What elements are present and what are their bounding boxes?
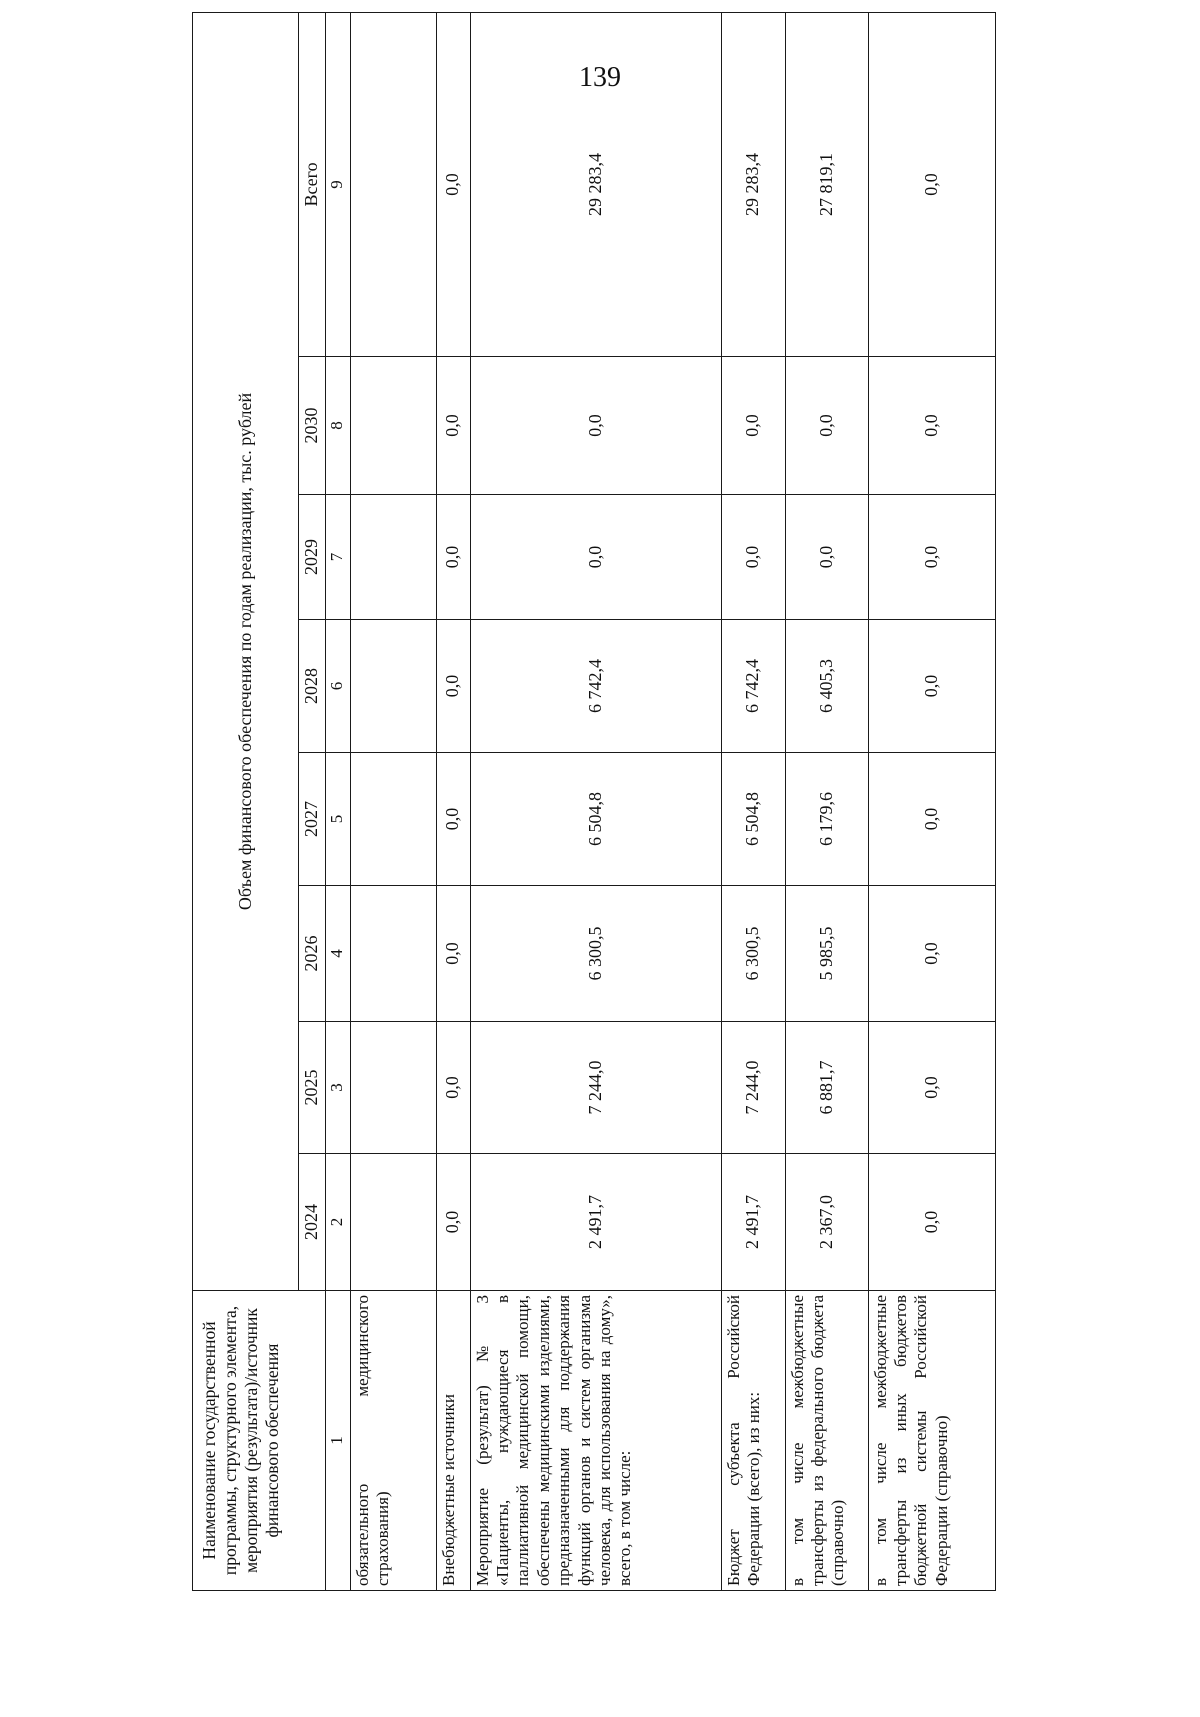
row-value: 6 179,6 [785, 753, 868, 886]
row-value: 0,0 [436, 495, 470, 620]
row-value: 0,0 [721, 495, 785, 620]
column-number: 5 [325, 753, 350, 886]
row-value: 2 367,0 [785, 1154, 868, 1291]
row-value: 6 300,5 [721, 886, 785, 1022]
row-value: 0,0 [470, 495, 721, 620]
row-value: 0,0 [868, 753, 995, 886]
row-value: 0,0 [436, 357, 470, 495]
column-number: 7 [325, 495, 350, 620]
row-value [350, 886, 436, 1022]
table-row [436, 12, 470, 1590]
table-row [350, 12, 436, 1590]
header-year: 2026 [299, 886, 326, 1022]
row-value: 7 244,0 [470, 1022, 721, 1154]
row-value: 0,0 [868, 1154, 995, 1291]
row-value: 6 881,7 [785, 1022, 868, 1154]
row-value [350, 357, 436, 495]
financing-table [192, 12, 996, 1591]
row-value: 0,0 [470, 357, 721, 495]
row-value: 0,0 [868, 620, 995, 753]
row-name: обязательного медицинского страхования) [350, 1291, 436, 1591]
row-name: в том числе межбюджетные трансферты из федерального бюджета (справочно) [785, 1291, 868, 1591]
header-year: 2028 [299, 620, 326, 753]
row-name: Бюджет субъекта Российской Федерации (всего), из них: [721, 1291, 785, 1591]
header-year: 2027 [299, 753, 326, 886]
row-value: 0,0 [436, 12, 470, 356]
row-value: 6 405,3 [785, 620, 868, 753]
page-number: 139 [579, 62, 621, 93]
header-year: 2024 [299, 1154, 326, 1291]
table-row [721, 12, 785, 1590]
header-financing-group: Объем финансового обеспечения по годам реализации, тыс. рублей [193, 12, 299, 1290]
row-value: 7 244,0 [721, 1022, 785, 1154]
column-number: 8 [325, 357, 350, 495]
row-value: 2 491,7 [470, 1154, 721, 1291]
row-value: 0,0 [868, 1022, 995, 1154]
row-value: 5 985,5 [785, 886, 868, 1022]
row-value [350, 1022, 436, 1154]
row-value: 0,0 [436, 1022, 470, 1154]
rotated-table-wrapper [192, 113, 990, 1591]
row-value: 6 742,4 [721, 620, 785, 753]
header-total: Всего [299, 12, 326, 356]
column-number: 9 [325, 12, 350, 356]
row-value [350, 1154, 436, 1291]
table-row [868, 12, 995, 1590]
table-row [470, 12, 721, 1590]
column-number: 1 [325, 1291, 350, 1591]
row-value [350, 620, 436, 753]
column-number: 4 [325, 886, 350, 1022]
row-name: Мероприятие (результат) № 3 «Пациенты, нуждающиеся в паллиативной медицинской помощи, обеспечены медицинскими изделиями, предназначенными для поддержания функций органов и систем организма человека, для использования на дому», всего, в том числе: [470, 1291, 721, 1591]
column-number: 6 [325, 620, 350, 753]
table-row [785, 12, 868, 1590]
row-name: в том числе межбюджетные трансферты из иных бюджетов бюджетной системы Российской Федерации (справочно) [868, 1291, 995, 1591]
header-year: 2025 [299, 1022, 326, 1154]
header-year: 2029 [299, 495, 326, 620]
row-value: 0,0 [868, 12, 995, 356]
row-value: 6 742,4 [470, 620, 721, 753]
row-value: 0,0 [721, 357, 785, 495]
row-value [350, 495, 436, 620]
header-year: 2030 [299, 357, 326, 495]
row-value: 0,0 [436, 753, 470, 886]
row-value: 29 283,4 [721, 12, 785, 356]
row-value: 6 504,8 [721, 753, 785, 886]
row-value: 0,0 [436, 1154, 470, 1291]
column-number: 2 [325, 1154, 350, 1291]
row-name: Внебюджетные источники [436, 1291, 470, 1591]
row-value [350, 753, 436, 886]
row-value: 0,0 [436, 886, 470, 1022]
row-value: 6 300,5 [470, 886, 721, 1022]
row-value: 0,0 [868, 495, 995, 620]
row-value: 0,0 [785, 357, 868, 495]
row-value: 6 504,8 [470, 753, 721, 886]
row-value: 0,0 [436, 620, 470, 753]
row-value: 2 491,7 [721, 1154, 785, 1291]
row-value: 0,0 [868, 357, 995, 495]
row-value: 29 283,4 [470, 12, 721, 356]
row-value: 0,0 [785, 495, 868, 620]
column-number: 3 [325, 1022, 350, 1154]
row-value: 27 819,1 [785, 12, 868, 356]
row-value [350, 12, 436, 356]
row-value: 0,0 [868, 886, 995, 1022]
header-name-column: Наименование государственной программы, структурного элемента, мероприятия (результата)/источник финансового обеспечения [193, 1291, 326, 1591]
